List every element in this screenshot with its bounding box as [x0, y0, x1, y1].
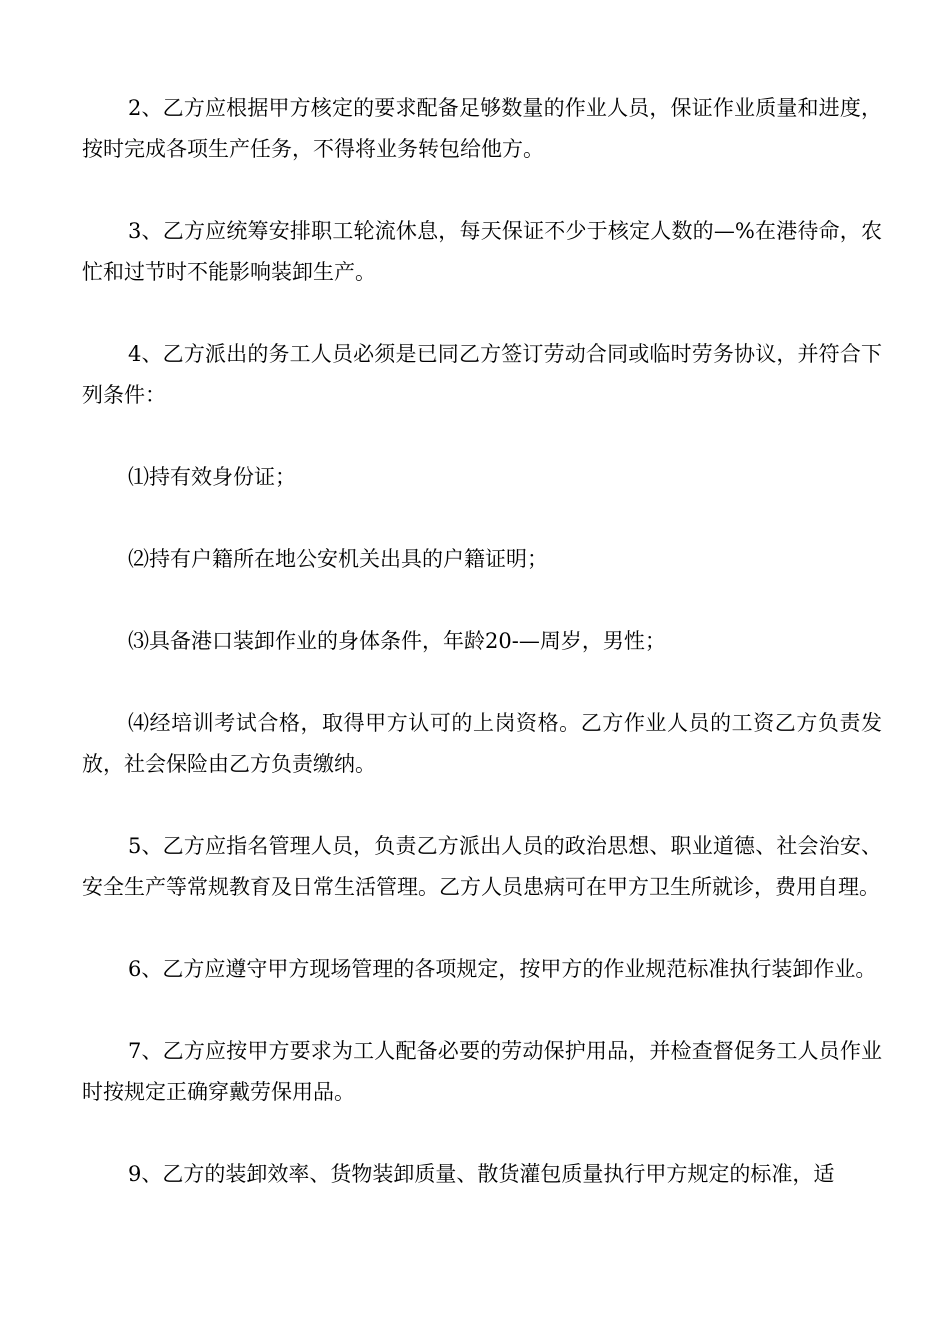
paragraph-clause-5: 5、乙方应指名管理人员，负责乙方派出人员的政治思想、职业道德、社会治安、安全生产等常规教育及日常生活管理。乙方人员患病可在甲方卫生所就诊，费用自理。 [82, 834, 882, 899]
paragraph-clause-6: 6、乙方应遵守甲方现场管理的各项规定，按甲方的作业规范标准执行装卸作业。 [128, 957, 877, 981]
paragraph-clause-9: 9、乙方的装卸效率、货物装卸质量、散货灌包质量执行甲方规定的标准，适 [128, 1162, 835, 1186]
paragraph-clause-7: 7、乙方应按甲方要求为工人配备必要的劳动保护用品，并检查督促务工人员作业时按规定正确穿戴劳保用品。 [82, 1039, 882, 1104]
paragraph-clause-2: 2、乙方应根据甲方核定的要求配备足够数量的作业人员，保证作业质量和进度，按时完成各项生产任务，不得将业务转包给他方。 [82, 96, 882, 161]
paragraph-condition-1: ⑴持有效身份证； [128, 465, 296, 489]
paragraph-condition-3: ⑶具备港口装卸作业的身体条件，年龄20-—周岁，男性； [128, 629, 666, 653]
paragraph-clause-3: 3、乙方应统筹安排职工轮流休息，每天保证不少于核定人数的—%在港待命，农忙和过节时不能影响装卸生产。 [82, 219, 882, 284]
paragraph-condition-4: ⑷经培训考试合格，取得甲方认可的上岗资格。乙方作业人员的工资乙方负责发放，社会保险由乙方负责缴纳。 [82, 711, 882, 776]
paragraph-condition-2: ⑵持有户籍所在地公安机关出具的户籍证明； [128, 547, 548, 571]
paragraph-clause-4: 4、乙方派出的务工人员必须是已同乙方签订劳动合同或临时劳务协议，并符合下列条件： [82, 342, 882, 407]
